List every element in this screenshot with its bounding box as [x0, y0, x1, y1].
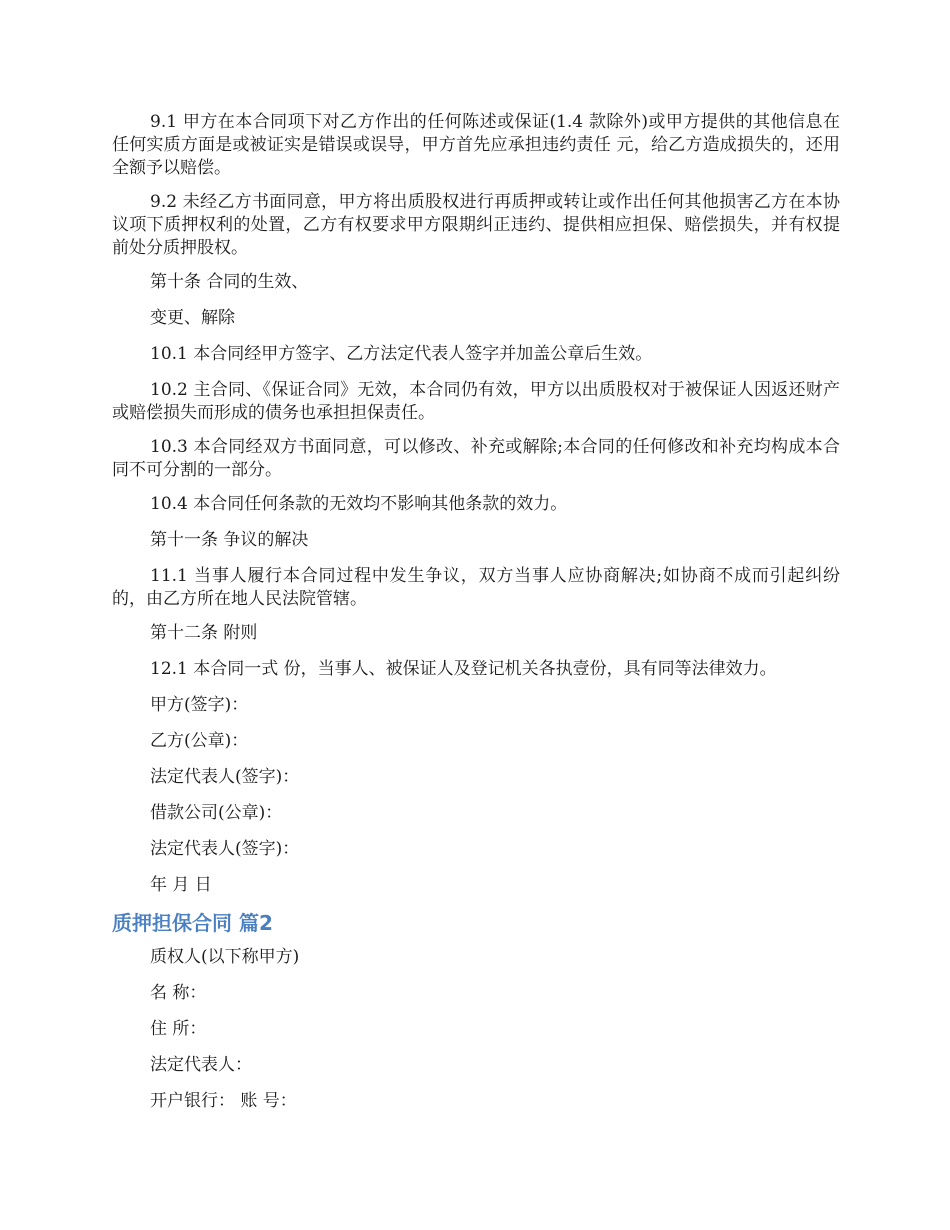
article-10-title-part2: 变更、解除: [150, 308, 235, 328]
legal-rep-signature-1: 法定代表人(签字)：: [150, 767, 300, 787]
pledgee-label: 质权人(以下称甲方): [150, 947, 300, 967]
clause-10-2: 10.2 主合同、《保证合同》无效，本合同仍有效，甲方以出质股权对于被保证人因返还财产或赔偿损失而形成的债务也承担担保责任。: [112, 380, 840, 423]
article-11-title: 第十一条 争议的解决: [150, 530, 309, 550]
clause-10-1: 10.1 本合同经甲方签字、乙方法定代表人签字并加盖公章后生效。: [150, 344, 653, 364]
clause-12-1: 12.1 本合同一式 份，当事人、被保证人及登记机关各执壹份，具有同等法律效力。: [150, 659, 777, 679]
article-12-title: 第十二条 附则: [150, 623, 258, 643]
address-field-label: 住 所：: [150, 1019, 207, 1039]
bank-account-field-label: 开户银行： 账 号：: [150, 1091, 297, 1111]
name-field-label: 名 称：: [150, 983, 207, 1003]
clause-10-4: 10.4 本合同任何条款的无效均不影响其他条款的效力。: [150, 494, 568, 514]
clause-10-3: 10.3 本合同经双方书面同意，可以修改、补充或解除;本合同的任何修改和补充均构成本合同不可分割的一部分。: [112, 437, 840, 480]
party-b-seal: 乙方(公章)：: [150, 731, 249, 751]
clause-9-1: 9.1 甲方在本合同项下对乙方作出的任何陈述或保证(1.4 款除外)或甲方提供的其他信息在任何实质方面是或被证实是错误或误导，甲方首先应承担违约责任 元，给乙方造成损失的，还用全额予以赔偿。: [112, 112, 840, 178]
legal-rep-signature-2: 法定代表人(签字)：: [150, 839, 300, 859]
clause-9-2: 9.2 未经乙方书面同意，甲方将出质股权进行再质押或转让或作出任何其他损害乙方在本协议项下质押权利的处置，乙方有权要求甲方限期纠正违约、提供相应担保、赔偿损失，并有权提前处分质押股权。: [112, 192, 840, 258]
section-heading: 质押担保合同 篇2: [112, 911, 273, 935]
legal-rep-field-label: 法定代表人：: [150, 1055, 252, 1075]
clause-11-1: 11.1 当事人履行本合同过程中发生争议，双方当事人应协商解决;如协商不成而引起纠纷的，由乙方所在地人民法院管辖。: [112, 566, 840, 609]
party-a-signature: 甲方(签字)：: [150, 695, 249, 715]
article-10-title-part1: 第十条 合同的生效、: [150, 272, 309, 292]
borrower-company-seal: 借款公司(公章)：: [150, 803, 283, 823]
document-body: [112, 111, 840, 1126]
date-line: 年 月 日: [150, 875, 212, 895]
